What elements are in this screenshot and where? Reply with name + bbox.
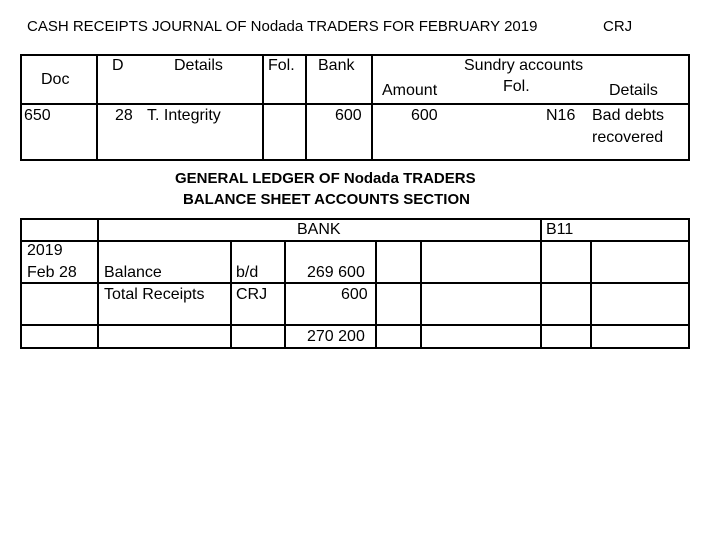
ledger-col-divider — [375, 240, 377, 348]
col-header-fol: Fol. — [268, 57, 295, 74]
row-bank: 600 — [335, 107, 362, 124]
ledger-entry-details: Total Receipts — [104, 286, 205, 303]
journal-col-divider — [305, 54, 307, 160]
row-day: 28 — [115, 107, 133, 124]
journal-title: CASH RECEIPTS JOURNAL OF Nodada TRADERS FOR FEBRUARY 2019 — [27, 18, 538, 35]
ledger-col-divider — [230, 240, 232, 348]
row-sundry-amount: 600 — [411, 107, 438, 124]
ledger-entry-details: Balance — [104, 264, 162, 281]
ledger-right-border — [688, 218, 690, 348]
ledger-account-name: BANK — [297, 221, 341, 238]
journal-col-divider — [96, 54, 98, 160]
row-sundry-fol: N16 — [546, 107, 576, 124]
ledger-title: GENERAL LEDGER OF Nodada TRADERS — [175, 170, 476, 187]
journal-col-divider — [262, 54, 264, 160]
row-sundry-details-line2: recovered — [592, 129, 664, 146]
ledger-date: Feb 28 — [27, 264, 77, 281]
col-header-day: D — [112, 57, 124, 74]
col-header-sundry-details: Details — [609, 82, 658, 99]
col-header-sundry-fol: Fol. — [503, 78, 530, 95]
ledger-col-divider — [97, 218, 99, 348]
ledger-col-divider — [284, 240, 286, 348]
ledger-total: 270 200 — [307, 328, 365, 345]
journal-header-divider — [20, 103, 690, 105]
col-header-bank: Bank — [318, 57, 355, 74]
ledger-top-border — [20, 218, 690, 220]
ledger-left-border — [20, 218, 22, 348]
journal-col-divider — [371, 54, 373, 160]
ledger-entry-amount: 600 — [341, 286, 368, 303]
row-doc: 650 — [24, 107, 51, 124]
col-header-amount: Amount — [382, 82, 438, 99]
col-header-sundry: Sundry accounts — [464, 57, 584, 74]
ledger-col-divider — [420, 240, 422, 348]
row-sundry-details-line1: Bad debts — [592, 107, 665, 124]
journal-top-border — [20, 54, 690, 56]
col-header-details: Details — [174, 57, 223, 74]
journal-right-border — [688, 54, 690, 160]
journal-bottom-border — [20, 159, 690, 161]
journal-code: CRJ — [603, 18, 633, 35]
ledger-entry-fol: CRJ — [236, 286, 268, 303]
ledger-entry-amount: 269 600 — [307, 264, 365, 281]
ledger-col-divider — [590, 240, 592, 348]
ledger-year: 2019 — [27, 242, 63, 259]
journal-left-border — [20, 54, 22, 160]
ledger-col-divider — [540, 218, 542, 348]
row-details: T. Integrity — [147, 107, 221, 124]
ledger-subtitle: BALANCE SHEET ACCOUNTS SECTION — [183, 191, 470, 208]
ledger-entry-fol: b/d — [236, 264, 259, 281]
ledger-account-code: B11 — [546, 221, 574, 238]
col-header-doc: Doc — [41, 71, 70, 88]
